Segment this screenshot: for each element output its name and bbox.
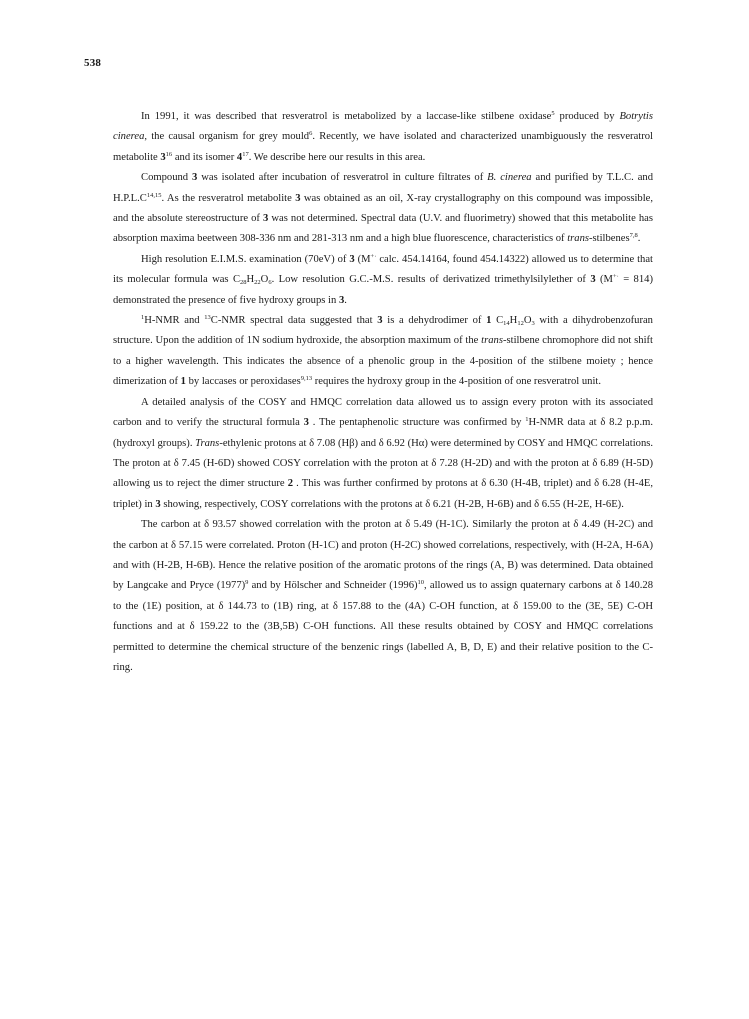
italic-text: Botrytis cinerea [113,111,653,143]
text-run: . The pentaphenolic structure was confirmed by [308,417,526,429]
italic-text: Trans [195,437,220,449]
text-run: requires the hydroxy group in the 4-position of one resveratrol unit. [312,376,601,388]
text-run: (M [354,253,371,265]
paragraph [113,250,653,311]
subscript: 28 [240,279,247,287]
text-run: Compound [141,172,193,184]
text-run: (M [595,274,613,286]
bold-text: 3 [155,498,161,510]
bold-text: 3 [303,417,309,429]
text-run: H [246,274,255,286]
superscript: 14,15 [146,191,162,199]
bold-text: 4 [236,151,243,163]
superscript: 1 [525,416,529,424]
text-run: C [491,315,504,327]
text-run: calc. 454.14164, found 454.14322) allowed us to determine that its molecular formula was C [113,253,653,286]
italic-text: trans [481,335,503,347]
superscript: 13 [204,314,211,322]
text-run: and its isomer [172,151,237,163]
text-run: . Low resolution G.C.-M.S. results of derivatized trimethylsilylether of [271,274,591,286]
text-run: -stilbene chromophore did not shift to a higher wavelength. This indicates the absence of a phenolic group in the 4-position of the stilbene moiety ; hence dimerization of [113,335,653,388]
superscript: 9 [245,579,249,587]
bold-text: 3 [349,253,355,265]
text-run: C-NMR spectral data suggested that [210,315,378,327]
text-run: High resolution E.I.M.S. examination (70eV) of [141,253,350,265]
text-run: . This was further confirmed by protons at δ 6.30 (H-4B, triplet) and δ 6.28 (H-4E, triplet) in [113,478,653,510]
text-run: . [344,294,347,306]
text-run: showing, respectively, COSY correlations with the protons at δ 6.21 (H-2B, H-6B) and δ 6.55 (H-2E, H-6E). [160,498,624,510]
superscript: +· [612,273,619,281]
text-run: . Recently, we have isolated and characterized unambiguously the resveratrol metabolite [113,131,653,163]
text-run: produced by [554,111,620,122]
subscript: 3 [531,320,535,328]
text-run: O [260,274,269,286]
text-run: A detailed analysis of the COSY and HMQC correlation data allowed us to assign every proton with its associated carbon and to verify the structural formula [113,396,653,429]
bold-text: 2 [287,478,294,490]
text-run: = 814) demonstrated the presence of five hydroxy groups in [113,274,653,306]
text-run: with a dihydrobenzofuran structure. Upon the addition of 1N sodium hydroxide, the absorption maximum of the [113,315,653,347]
superscript: 7,8 [629,232,638,240]
superscript: 17 [242,150,249,158]
superscript: 10 [417,579,425,587]
text-run: H-NMR data at δ 8.2 p.p.m. (hydroxyl groups). [113,417,653,449]
text-run: is a dehydrodimer of [382,315,487,327]
text-run: -stilbenes [589,233,630,245]
text-run: , the causal organism for grey mould [144,131,310,143]
italic-text: B. cinerea [487,172,532,184]
superscript: 9,13 [300,375,313,383]
body-text [113,107,653,678]
text-run: . As the resveratrol metabolite [161,192,296,204]
paragraph [113,107,653,168]
text-run: was isolated after incubation of resveratrol in culture filtrates of [197,172,488,184]
page-number: 538 [84,57,102,69]
subscript: 6 [268,279,272,287]
bold-text: 1 [486,315,492,327]
text-run: , allowed us to assign quaternary carbons at δ 140.28 to the (1E) position, at δ 144.73 to (1B) ring, at δ 157.88 to the (4A) C-OH function, at δ 159.00 to the (3E, 5E) C-OH functions and at δ 159.22 to the (3B,5B) C-OH functions. All these results obtained by COSY and HMQC correlations permitted to determine the chemical structure of the benzenic rings (labelled A, B, D, E) and their relative position to the C-ring. [113,580,653,673]
bold-text: 3 [160,151,166,163]
superscript: 6 [309,130,313,138]
paragraph [113,515,653,678]
text-run: The carbon at δ 93.57 showed correlation with the proton at δ 5.49 (H-1C). Similarly the proton at δ 4.49 (H-2C) and the carbon at δ 57.15 were correlated. Proton (H-1C) and proton (H-2C) showed correlations, respectively, with (H-2A, H-6A) and with (H-2B, H-6B). Hence the relative position of the aromatic protons of the rings (A, B) was determined. Data obtained by Langcake and Pryce (1977) [113,519,653,592]
text-run: -ethylenic protons at δ 7.08 (Hβ) and δ 6.92 (Hα) were determined by COSY and HMQC correlations. The proton at δ 7.45 (H-6D) showed COSY correlation with the proton at δ 7.28 (H-2D) and with the proton at δ 6.89 (H-5D) allowing us to reject the dimer structure [113,437,654,490]
text-run: and by Hölscher and Schneider (1996) [248,580,418,592]
text-run: and purified by T.L.C. and H.P.L.C [113,172,653,204]
text-run: H [509,315,518,327]
paragraph [113,168,653,250]
bold-text: 1 [180,376,186,388]
subscript: 12 [517,320,524,328]
bold-text: 3 [338,294,345,306]
paragraph [113,311,653,393]
text-run: was not determined. Spectral data (U.V. and fluorimetry) showed that this metabolite has absorption maxima beetween 308-336 nm and 281-313 nm and a high blue fluorescence, characteristics of [113,213,653,245]
superscript: +· [370,252,377,260]
text-run: In 1991, it was described that resveratrol is metabolized by a laccase-like stilbene oxidase [141,111,552,122]
subscript: 22 [254,279,261,287]
text-run: by laccases or peroxidases [185,376,301,388]
bold-text: 3 [192,172,198,184]
superscript: 1 [141,314,145,322]
text-run: H-NMR and [144,315,205,327]
bold-text: 3 [590,274,596,286]
bold-text: 3 [377,315,383,327]
subscript: 14 [503,320,510,328]
text-run: was obtained as an oil, X-ray crystallography on this compound was impossible, and the absolute stereostructure of [113,192,653,225]
text-run: . We describe here our results in this area. [248,151,426,163]
text-run: O [523,315,532,327]
superscript: 5 [551,110,555,117]
bold-text: 3 [263,213,269,225]
paragraph [113,393,653,515]
superscript: 16 [165,150,173,158]
italic-text: trans [567,233,590,245]
text-run: . [637,233,641,245]
bold-text: 3 [295,192,301,204]
